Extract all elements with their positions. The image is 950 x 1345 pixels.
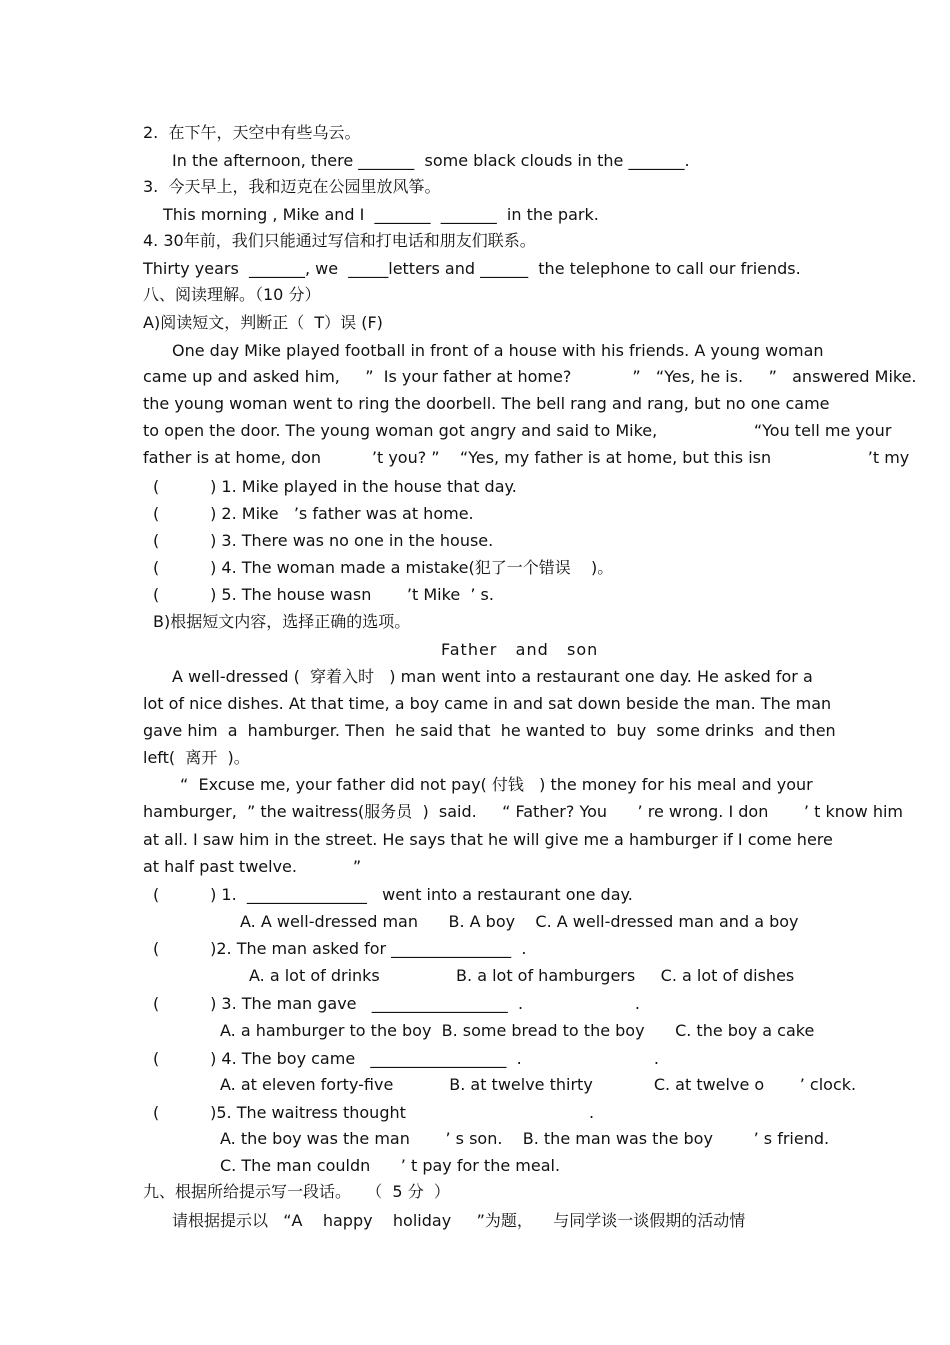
- passage-b-line: at all. I saw him in the street. He says that he will give me a hamburger if I come here: [143, 830, 833, 849]
- true-false-item: ( ) 2. Mike ’s father was at home.: [153, 504, 474, 523]
- choice-options: A. A well-dressed man B. A boy C. A well-dressed man and a boy: [240, 912, 799, 931]
- passage-b-line: “ Excuse me, your father did not pay( 付钱 ) the money for his meal and your: [180, 775, 813, 794]
- passage-b-line: left( 离开 )。: [143, 748, 250, 767]
- choice-options: C. The man couldn ’ t pay for the meal.: [220, 1156, 561, 1175]
- passage-b-title: Father and son: [441, 640, 599, 659]
- passage-a-line: the young woman went to ring the doorbell. The bell rang and rang, but no one came: [143, 394, 830, 413]
- passage-b-line: hamburger, ” the waitress(服务员 ) said. “ Father? You ’ re wrong. I don ’ t know him: [143, 802, 904, 821]
- question-3-chinese: 3. 今天早上，我和迈克在公园里放风筝。: [143, 177, 441, 196]
- true-false-item: ( ) 1. Mike played in the house that day.: [153, 477, 517, 496]
- part-a-heading: A)阅读短文，判断正（ T）误 (F): [143, 313, 383, 332]
- true-false-item: ( ) 4. The woman made a mistake(犯了一个错误 )。: [153, 558, 614, 577]
- question-4-chinese: 4. 30年前，我们只能通过写信和打电话和朋友们联系。: [143, 231, 536, 250]
- part-b-heading: B)根据短文内容，选择正确的选项。: [153, 612, 411, 631]
- choice-options: A. at eleven forty-five B. at twelve thirty C. at twelve o ’ clock.: [220, 1075, 857, 1094]
- choice-question: ( ) 1. _______________ went into a restaurant one day.: [153, 885, 633, 904]
- passage-b-line: at half past twelve. ”: [143, 857, 362, 876]
- question-3-english: This morning , Mike and I _______ _______ in the park.: [163, 205, 599, 224]
- choice-question: ( )2. The man asked for _______________ .: [153, 939, 527, 958]
- choice-options: A. the boy was the man ’ s son. B. the man was the boy ’ s friend.: [220, 1129, 830, 1148]
- true-false-item: ( ) 5. The house wasn ’t Mike ’ s.: [153, 585, 494, 604]
- question-2-chinese: 2. 在下午，天空中有些乌云。: [143, 123, 361, 142]
- question-2-english: In the afternoon, there _______ some black clouds in the _______.: [172, 151, 690, 170]
- section-9-prompt: 请根据提示以 “A happy holiday ”为题， 与同学谈一谈假期的活动情: [172, 1211, 746, 1230]
- choice-options: A. a hamburger to the boy B. some bread to the boy C. the boy a cake: [220, 1021, 815, 1040]
- choice-question: ( ) 3. The man gave _________________ . .: [153, 994, 641, 1013]
- passage-a-line: to open the door. The young woman got angry and said to Mike, “You tell me your: [143, 421, 892, 440]
- question-4-english: Thirty years _______, we _____letters and ______ the telephone to call our friends.: [143, 259, 801, 278]
- passage-a-line: came up and asked him, ” Is your father at home? ” “Yes, he is. ” answered Mike.: [143, 367, 917, 386]
- passage-a-line: One day Mike played football in front of a house with his friends. A young woman: [172, 341, 824, 360]
- section-9-heading: 九、根据所给提示写一段话。 （ 5 分 ）: [143, 1182, 450, 1201]
- passage-a-line: father is at home, don ’t you? ” “Yes, my father is at home, but this isn ’t my: [143, 448, 910, 467]
- choice-options: A. a lot of drinks B. a lot of hamburgers C. a lot of dishes: [249, 966, 795, 985]
- passage-b-line: gave him a hamburger. Then he said that he wanted to buy some drinks and then: [143, 721, 836, 740]
- passage-b-line: A well-dressed ( 穿着入时 ) man went into a restaurant one day. He asked for a: [172, 667, 813, 686]
- choice-question: ( ) 4. The boy came _________________ . .: [153, 1049, 659, 1068]
- true-false-item: ( ) 3. There was no one in the house.: [153, 531, 494, 550]
- section-8-heading: 八、阅读理解。（10 分）: [143, 285, 321, 304]
- passage-b-line: lot of nice dishes. At that time, a boy came in and sat down beside the man. The man: [143, 694, 832, 713]
- choice-question: ( )5. The waitress thought .: [153, 1103, 595, 1122]
